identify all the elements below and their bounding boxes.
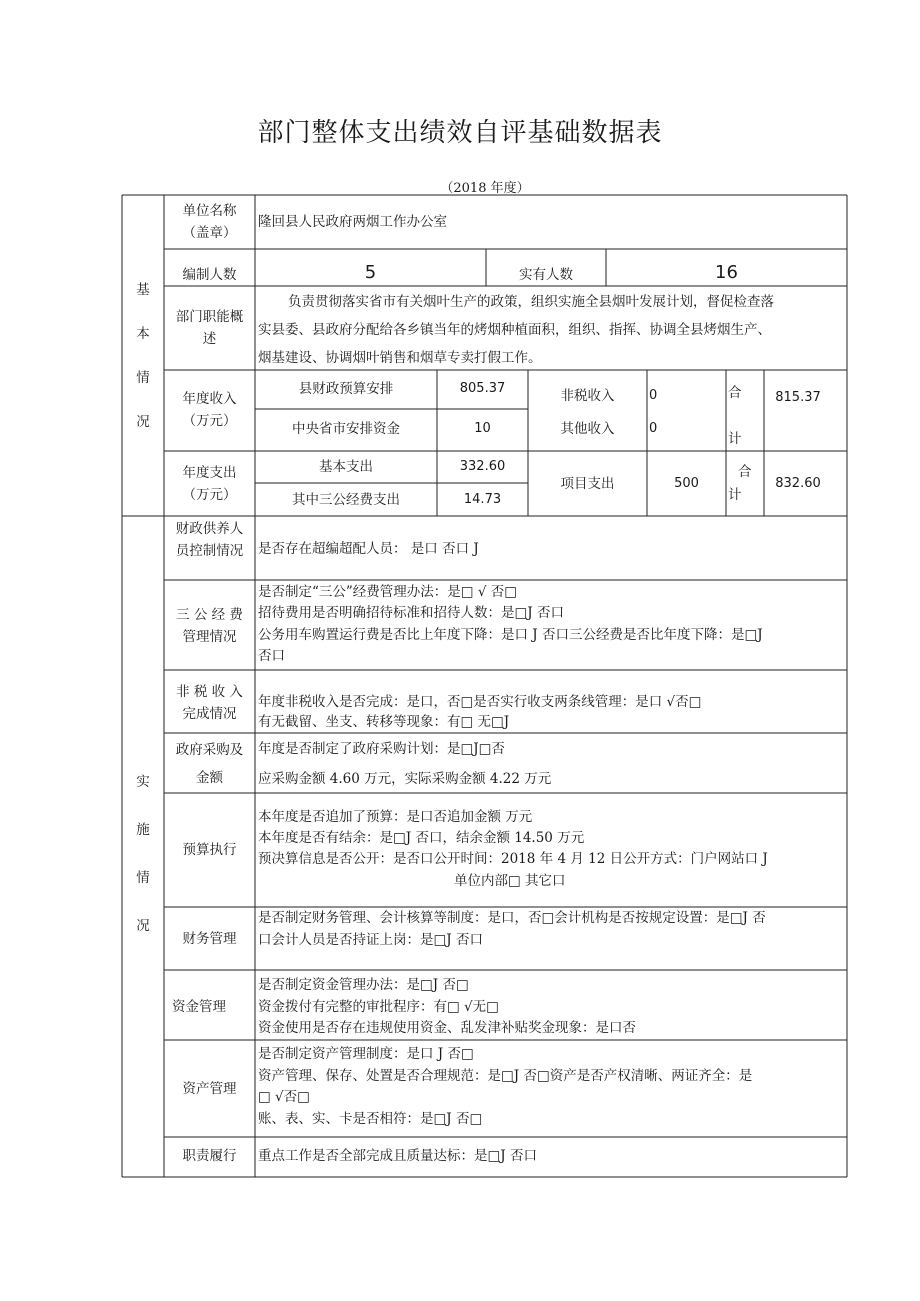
staff-quota-value: 5 [364,262,377,283]
staffing-control-label-1: 财政供养人 [175,521,244,537]
income-county-label: 县财政预算安排 [298,381,394,397]
staff-actual-label: 实有人数 [519,267,573,283]
impl-section-label: 实施情况 [136,774,150,934]
duty-text-line-3: 烟基建设、协调烟叶销售和烟草专卖打假工作。 [258,350,542,366]
asset-mgmt-line-3: □ √否□ [258,1089,310,1105]
fund-mgmt-label: 资金管理 [172,999,226,1015]
budget-exec-line-2: 本年度是否有结余：是□J 否口，结余金额 14.50 万元 [258,830,585,846]
income-county-value: 805.37 [459,381,506,396]
staffing-control-text: 是否存在超编超配人员： 是口 否口 J [258,541,479,557]
expense-project-label: 项目支出 [560,476,615,492]
expense-total-label-2: 计 [728,487,742,503]
expense-label-line-1: 年度支出 [182,465,237,481]
asset-mgmt-line-1: 是否制定资产管理制度：是口 J 否□ [258,1046,474,1062]
nontax-line-1: 年度非税收入是否完成：是口，否□是否实行收支两条线管理：是口 √否□ [258,694,702,710]
finance-mgmt-line-2: 口会计人员是否持证上岗：是□J 否口 [258,932,483,948]
three-public-line-4: 否口 [258,648,285,664]
expense-three-value: 14.73 [463,492,502,507]
income-total-label-1: 合 [728,385,742,401]
duty-fulfil-label: 职责履行 [182,1148,237,1164]
nontax-label-1: 非 税 收 入 [176,684,243,700]
fund-mgmt-line-3: 资金使用是否存在违规使用资金、乱发津补贴奖金现象：是口否 [258,1020,636,1036]
income-central-label: 中央省市安排资金 [292,421,400,437]
three-public-label-2: 管理情况 [182,629,237,645]
expense-basic-label: 基本支出 [319,459,373,475]
income-central-value: 10 [474,421,491,436]
duty-label-line-2: 述 [202,331,217,347]
expense-total-label-1: 合 [738,464,752,480]
three-public-label-1: 三 公 经 费 [176,607,243,623]
income-total-label-2: 计 [728,431,742,447]
finance-mgmt-line-1: 是否制定财务管理、会计核算等制度：是口，否□会计机构是否按规定设置：是□J 否 [258,910,766,926]
asset-mgmt-line-4: 账、表、实、卡是否相符：是□J 否□ [258,1111,483,1127]
staff-actual-value: 16 [715,262,738,283]
duty-fulfil-line-1: 重点工作是否全部完成且质量达标：是□J 否口 [258,1148,537,1164]
budget-exec-label: 预算执行 [182,842,237,858]
procurement-label-1: 政府采购及 [175,742,244,758]
expense-label-line-2: （万元） [182,487,237,503]
fund-mgmt-line-1: 是否制定资金管理办法：是□J 否□ [258,977,469,993]
duty-text-line-2: 实县委、县政府分配给各乡镇当年的烤烟种植面积，组织、指挥、协调全县烤烟生产、 [258,322,771,338]
nontax-line-2: 有无截留、坐支、转移等现象：有□ 无□J [258,714,510,730]
unit-name-value: 隆回县人民政府两烟工作办公室 [258,214,447,230]
income-label-line-2: （万元） [182,413,237,429]
expense-basic-value: 332.60 [459,459,506,474]
budget-exec-line-4: 单位内部□ 其它口 [454,873,566,889]
income-other-value: 0 [649,421,658,436]
income-nontax-label: 非税收入 [560,388,615,404]
fund-mgmt-line-2: 资金拨付有完整的审批程序：有□ √无□ [258,999,499,1015]
duty-text-line-1: 负责贯彻落实省市有关烟叶生产的政策，组织实施全县烟叶发展计划，督促检查落 [288,294,774,310]
expense-total-value: 832.60 [775,476,821,491]
income-other-label: 其他收入 [560,421,615,437]
three-public-line-2: 招待费用是否明确招待标准和招待人数：是□J 否口 [258,605,564,621]
procurement-label-2: 金额 [196,770,223,786]
three-public-line-1: 是否制定“三公”经费管理办法：是□ √ 否□ [258,584,517,600]
nontax-label-2: 完成情况 [182,706,237,722]
budget-exec-line-1: 本年度是否追加了预算：是口否追加金额 万元 [258,809,533,825]
expense-project-value: 500 [674,476,699,491]
basic-section-label: 基本情况 [136,282,150,430]
year-note: （2018 年度） [440,181,530,196]
staff-quota-label: 编制人数 [182,267,237,283]
procurement-line-1: 年度是否制定了政府采购计划：是□J□否 [258,741,505,757]
income-label-line-1: 年度收入 [182,391,237,407]
budget-exec-line-3: 预决算信息是否公开：是否口公开时间：2018 年 4 月 12 日公开方式：门户网站口 J [258,851,768,867]
procurement-line-2: 应采购金额 4.60 万元，实际采购金额 4.22 万元 [258,771,552,787]
asset-mgmt-line-2: 资产管理、保存、处置是否合理规范：是□J 否□资产是否产权清晰、两证齐全：是 [258,1068,753,1084]
income-total-value: 815.37 [775,390,821,405]
unit-seal-label: （盖章） [182,225,237,241]
expense-three-label: 其中三公经费支出 [292,492,400,508]
staffing-control-label-2: 员控制情况 [175,543,244,559]
page-title: 部门整体支出绩效自评基础数据表 [257,118,663,148]
finance-mgmt-label: 财务管理 [182,931,237,947]
income-nontax-value: 0 [649,388,658,403]
three-public-line-3: 公务用车购置运行费是否比上年度下降：是口 J 否口三公经费是否比年度下降：是□J [258,627,763,643]
asset-mgmt-label: 资产管理 [182,1081,237,1097]
unit-name-label: 单位名称 [182,203,237,219]
duty-label-line-1: 部门职能概 [175,309,244,325]
